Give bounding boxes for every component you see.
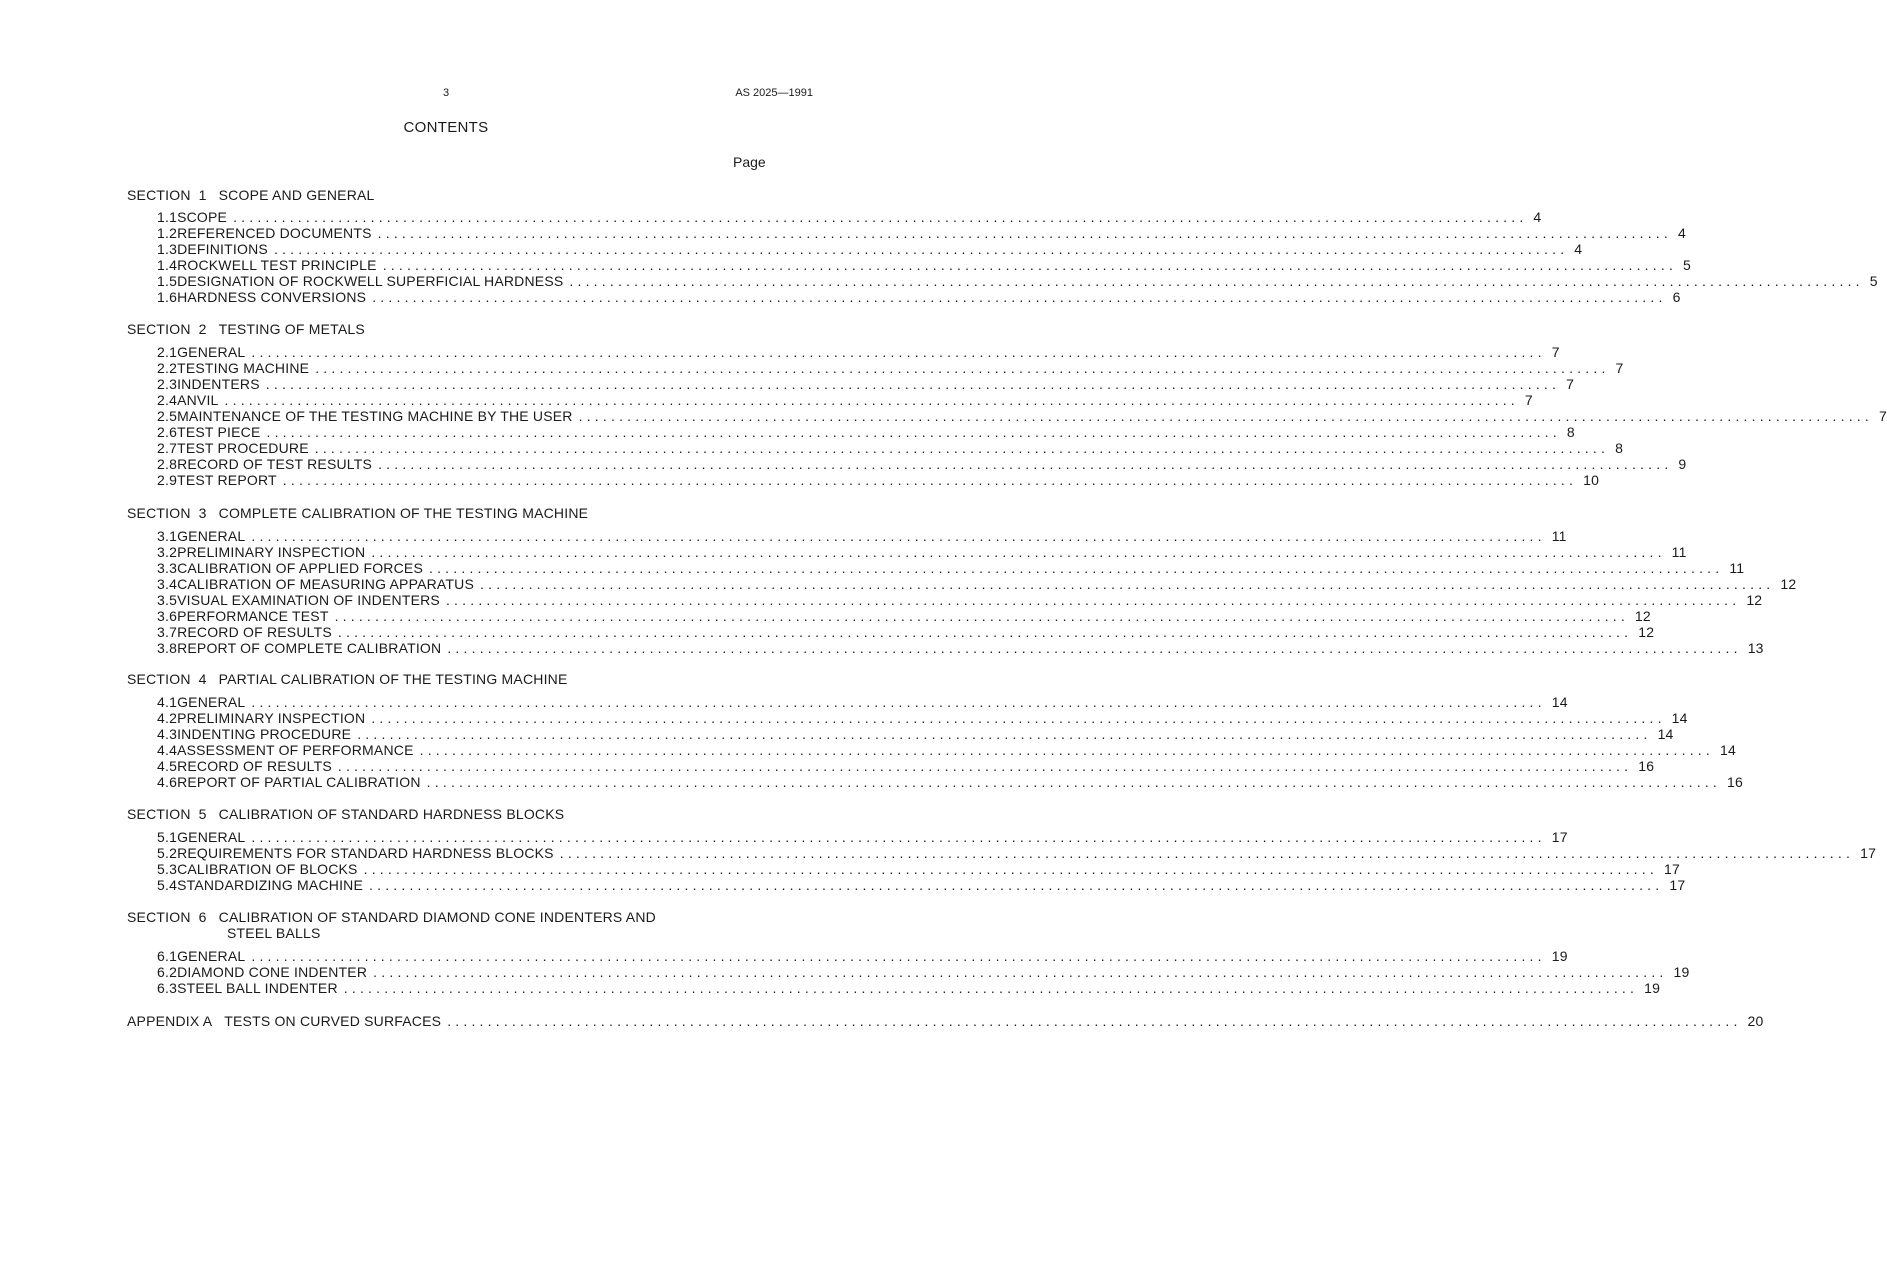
toc-entry[interactable]: 5.3 CALIBRATION OF BLOCKS ................................................................................................................................................................ 17	[157, 861, 1680, 877]
toc-entry[interactable]: 4.6 REPORT OF PARTIAL CALIBRATION ................................................................................................................................................................ 16	[157, 774, 1743, 790]
toc-entry[interactable]: 2.1 GENERAL ................................................................................................................................................................ 7	[157, 344, 1560, 360]
dot-leader: ................................................................................................................................................................	[251, 344, 1546, 360]
toc-entry[interactable]: 5.1 GENERAL ................................................................................................................................................................ 17	[157, 829, 1568, 845]
toc-entry[interactable]: 4.1 GENERAL ................................................................................................................................................................ 14	[157, 694, 1568, 710]
toc-entry[interactable]: 1.3 DEFINITIONS ................................................................................................................................................................ 4	[157, 241, 1583, 257]
dot-leader: ................................................................................................................................................................	[377, 225, 1672, 241]
toc-entry[interactable]: 3.8 REPORT OF COMPLETE CALIBRATION ................................................................................................................................................................ 13	[157, 640, 1764, 656]
document-identifier: AS 2025—1991	[735, 87, 813, 99]
dot-leader: ................................................................................................................................................................	[371, 710, 1666, 726]
dot-leader: ................................................................................................................................................................	[578, 408, 1873, 424]
dot-leader: ................................................................................................................................................................	[419, 742, 1714, 758]
dot-leader: ................................................................................................................................................................	[251, 528, 1546, 544]
dot-leader: ................................................................................................................................................................	[371, 544, 1666, 560]
toc-entry[interactable]: 3.2 PRELIMINARY INSPECTION ................................................................................................................................................................ 11	[157, 544, 1687, 560]
dot-leader: ................................................................................................................................................................	[447, 640, 1742, 656]
section-heading: SECTION 4 PARTIAL CALIBRATION OF THE TESTING MACHINE	[127, 671, 568, 687]
section-heading: SECTION 2 TESTING OF METALS	[127, 321, 365, 337]
toc-entry[interactable]: 5.4 STANDARDIZING MACHINE ................................................................................................................................................................ 17	[157, 877, 1686, 893]
dot-leader: ................................................................................................................................................................	[265, 376, 1561, 392]
toc-entry[interactable]: 3.1 GENERAL ................................................................................................................................................................ 11	[157, 528, 1567, 544]
toc-entry[interactable]: 5.2 REQUIREMENTS FOR STANDARD HARDNESS BLOCKS ................................................................................................................................................................ 17	[157, 845, 1877, 861]
dot-leader: ................................................................................................................................................................	[378, 456, 1673, 472]
toc-entry[interactable]: 4.5 RECORD OF RESULTS ................................................................................................................................................................ 16	[157, 758, 1655, 774]
toc-entry[interactable]: 2.9 TEST REPORT ................................................................................................................................................................ 10	[157, 472, 1600, 488]
toc-entry[interactable]: 1.6 HARDNESS CONVERSIONS ................................................................................................................................................................ 6	[157, 289, 1681, 305]
dot-leader: ................................................................................................................................................................	[363, 861, 1658, 877]
toc-entry[interactable]: 3.3 CALIBRATION OF APPLIED FORCES ................................................................................................................................................................ 11	[157, 560, 1745, 576]
toc-entry[interactable]: 4.4 ASSESSMENT OF PERFORMANCE ................................................................................................................................................................ 14	[157, 742, 1736, 758]
toc-entry[interactable]: 6.3 STEEL BALL INDENTER ................................................................................................................................................................ 19	[157, 980, 1661, 996]
page-number: 3	[442, 87, 450, 99]
dot-leader: ................................................................................................................................................................	[273, 241, 1569, 257]
section-heading: SECTION 6 CALIBRATION OF STANDARD DIAMOND CONE INDENTERS AND STEEL BALLS	[127, 909, 656, 941]
dot-leader: ................................................................................................................................................................	[373, 964, 1668, 980]
dot-leader: ................................................................................................................................................................	[266, 424, 1561, 440]
toc-entry[interactable]: 2.2 TESTING MACHINE ................................................................................................................................................................ 7	[157, 360, 1624, 376]
toc-entry[interactable]: 6.1 GENERAL ................................................................................................................................................................ 19	[157, 948, 1568, 964]
dot-leader: ................................................................................................................................................................	[334, 608, 1629, 624]
dot-leader: ................................................................................................................................................................	[251, 829, 1546, 845]
dot-leader: ................................................................................................................................................................	[314, 440, 1610, 456]
dot-leader: ................................................................................................................................................................	[569, 273, 1864, 289]
toc-entry[interactable]: 2.7 TEST PROCEDURE ................................................................................................................................................................ 8	[157, 440, 1624, 456]
dot-leader: ................................................................................................................................................................	[315, 360, 1610, 376]
toc-entry[interactable]: 4.3 INDENTING PROCEDURE ................................................................................................................................................................ 14	[157, 726, 1674, 742]
dot-leader: ................................................................................................................................................................	[337, 624, 1633, 640]
dot-leader: ................................................................................................................................................................	[559, 845, 1855, 861]
toc-entry[interactable]: 2.5 MAINTENANCE OF THE TESTING MACHINE BY THE USER ................................................................................................................................................................ 7	[157, 408, 1887, 424]
toc-entry[interactable]: 3.6 PERFORMANCE TEST ................................................................................................................................................................ 12	[157, 608, 1651, 624]
dot-leader: ................................................................................................................................................................	[480, 576, 1775, 592]
dot-leader: ................................................................................................................................................................	[251, 694, 1546, 710]
toc-entry[interactable]: 2.6 TEST PIECE ................................................................................................................................................................ 8	[157, 424, 1575, 440]
dot-leader: ................................................................................................................................................................	[382, 257, 1678, 273]
page-column-label: Page	[733, 154, 766, 170]
dot-leader: ................................................................................................................................................................	[337, 758, 1633, 774]
dot-leader: ................................................................................................................................................................	[447, 1013, 1742, 1029]
dot-leader: ................................................................................................................................................................	[282, 472, 1578, 488]
toc-entry[interactable]: 2.3 INDENTERS ................................................................................................................................................................ 7	[157, 376, 1575, 392]
dot-leader: ................................................................................................................................................................	[357, 726, 1652, 742]
toc-entry[interactable]: 2.4 ANVIL ................................................................................................................................................................ 7	[157, 392, 1533, 408]
dot-leader: ................................................................................................................................................................	[343, 980, 1639, 996]
toc-entry[interactable]: 2.8 RECORD OF TEST RESULTS ................................................................................................................................................................ 9	[157, 456, 1687, 472]
dot-leader: ................................................................................................................................................................	[233, 209, 1528, 225]
section-heading: SECTION 3 COMPLETE CALIBRATION OF THE TESTING MACHINE	[127, 505, 589, 521]
toc-entry[interactable]: 1.1 SCOPE ................................................................................................................................................................ 4	[157, 209, 1542, 225]
dot-leader: ................................................................................................................................................................	[445, 592, 1741, 608]
toc-entry[interactable]: 1.4 ROCKWELL TEST PRINCIPLE ................................................................................................................................................................ 5	[157, 257, 1692, 273]
dot-leader: ................................................................................................................................................................	[251, 948, 1546, 964]
toc-entry[interactable]: 6.2 DIAMOND CONE INDENTER ................................................................................................................................................................ 19	[157, 964, 1690, 980]
dot-leader: ................................................................................................................................................................	[429, 560, 1724, 576]
toc-entry[interactable]: 1.2 REFERENCED DOCUMENTS ................................................................................................................................................................ 4	[157, 225, 1686, 241]
toc-entry[interactable]: 1.5 DESIGNATION OF ROCKWELL SUPERFICIAL HARDNESS ................................................................................................................................................................ 5	[157, 273, 1878, 289]
section-heading: SECTION 1 SCOPE AND GENERAL	[127, 187, 375, 203]
dot-leader: ................................................................................................................................................................	[369, 877, 1664, 893]
toc-entry[interactable]: 4.2 PRELIMINARY INSPECTION ................................................................................................................................................................ 14	[157, 710, 1688, 726]
toc-entry[interactable]: 3.4 CALIBRATION OF MEASURING APPARATUS ................................................................................................................................................................ 12	[157, 576, 1797, 592]
dot-leader: ................................................................................................................................................................	[224, 392, 1519, 408]
toc-entry[interactable]: 3.5 VISUAL EXAMINATION OF INDENTERS ................................................................................................................................................................ 12	[157, 592, 1763, 608]
dot-leader: ................................................................................................................................................................	[372, 289, 1667, 305]
toc-appendix-entry[interactable]: APPENDIX A TESTS ON CURVED SURFACES ................................................................................................................................................................ 20	[127, 1013, 1764, 1029]
dot-leader: ................................................................................................................................................................	[426, 774, 1722, 790]
toc-entry[interactable]: 3.7 RECORD OF RESULTS ................................................................................................................................................................ 12	[157, 624, 1655, 640]
contents-title: CONTENTS	[403, 119, 489, 136]
section-heading: SECTION 5 CALIBRATION OF STANDARD HARDNESS BLOCKS	[127, 806, 565, 822]
